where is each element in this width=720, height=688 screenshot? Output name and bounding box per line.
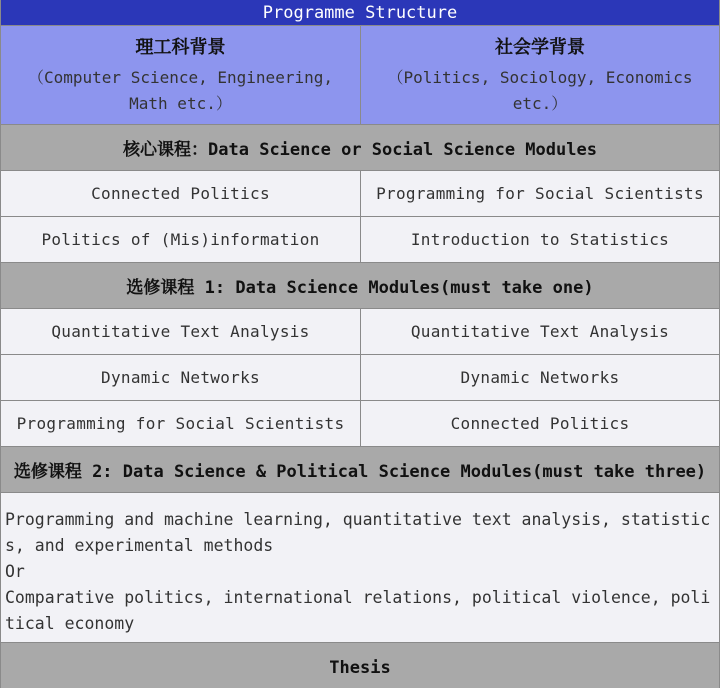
background-row (1, 26, 719, 125)
background-subtitle: etc.） (512, 94, 568, 113)
module-cell: Dynamic Networks (101, 368, 260, 387)
elective-2-description (1, 493, 719, 643)
section-label: 选修课程 1: Data Science Modules(must take one) (126, 278, 594, 298)
section-label: 核心课程：Data Science or Social Science Modules (123, 140, 597, 160)
background-subtitle: （Computer Science, Engineering, (28, 68, 333, 87)
background-cell-stem (1, 26, 360, 124)
module-cell: Introduction to Statistics (360, 217, 719, 262)
background-name: 理工科背景 (135, 37, 226, 58)
table-row (1, 355, 719, 401)
table-row (1, 171, 719, 217)
background-subtitle: （Politics, Sociology, Economics (387, 68, 693, 87)
section-thesis (1, 643, 719, 688)
elective-2-option-b: Comparative politics, international relations, political violence, political economy (5, 588, 711, 633)
section-elective-1 (1, 263, 719, 309)
background-name: 社会学背景 (495, 37, 585, 58)
section-label: Thesis (329, 658, 391, 678)
table-title: Programme Structure (1, 0, 719, 26)
elective-2-text (5, 507, 715, 636)
module-cell: Connected Politics (91, 184, 270, 203)
section-elective-2 (1, 447, 719, 493)
module-cell: Dynamic Networks (360, 355, 719, 400)
section-label: 选修课程 2: Data Science & Political Science Modules(must take three) (13, 462, 707, 482)
module-cell: Programming for Social Scientists (360, 171, 719, 216)
module-cell: Programming for Social Scientists (16, 414, 345, 433)
table-row (1, 309, 719, 355)
elective-2-or: Or (5, 562, 25, 581)
section-core (1, 125, 719, 171)
table-row (1, 217, 719, 263)
table-row (1, 401, 719, 447)
background-subtitle: Math etc.） (129, 94, 232, 113)
module-cell: Politics of (Mis)information (41, 230, 320, 249)
module-cell: Connected Politics (360, 401, 719, 446)
elective-2-option-a: Programming and machine learning, quantitative text analysis, statistics, and experimental methods (5, 510, 711, 555)
module-cell: Quantitative Text Analysis (51, 322, 310, 341)
module-cell: Quantitative Text Analysis (360, 309, 719, 354)
background-cell-social (360, 26, 719, 124)
